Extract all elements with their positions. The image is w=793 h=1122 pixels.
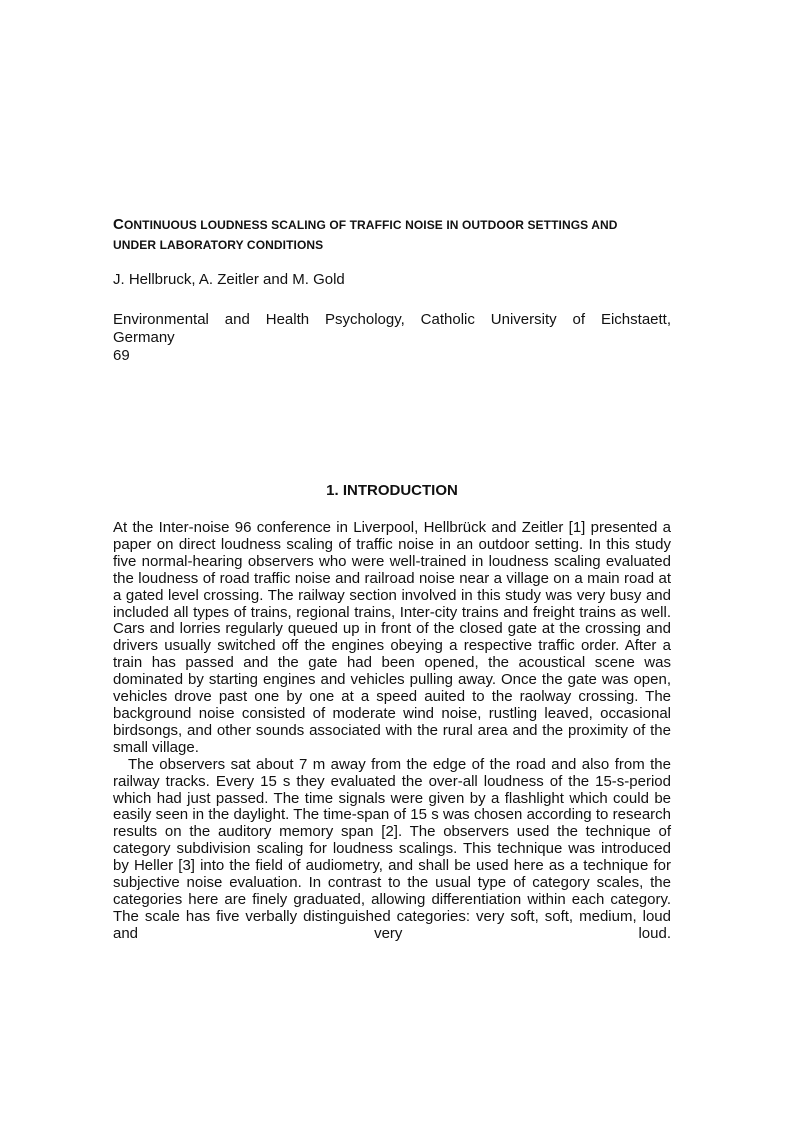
paper-title	[113, 215, 671, 255]
affiliation-line-2: Germany	[113, 329, 175, 346]
section-heading: 1. INTRODUCTION	[326, 482, 458, 499]
affiliation	[113, 311, 671, 365]
title-line-2: UNDER LABORATORY CONDITIONS	[113, 238, 324, 252]
affiliation-line-3: 69	[113, 347, 130, 364]
title-line-1-rest: ONTINUOUS LOUDNESS SCALING OF TRAFFIC NOISE IN OUTDOOR SETTINGS AND	[123, 218, 618, 232]
paragraph-1: At the Inter-noise 96 conference in Liverpool, Hellbrück and Zeitler [1] presented a paper on direct loudness scaling of traffic noise in an outdoor setting. In this study five normal-hearing observers who were well-trained in loudness scaling evaluated the loudness of road traffic noise and railroad noise near a village on a main road at a gated level crossing. The railway section involved in this study was very busy and included all types of trains, regional trains, Inter-city trains and freight trains as well. Cars and lorries regularly queued up in front of the closed gate at the crossing and drivers usually switched off the engines obeying a respective traffic order. After a train has passed and the gate had been opened, the acoustical scene was dominated by starting engines and vehicles pulling away. Once the gate was open, vehicles drove past one by one at a speed auited to the raolway crossing. The background noise consisted of moderate wind noise, rustling leaved, occasional birdsongs, and other sounds associated with the rural area and the proximity of the small village.	[113, 519, 671, 756]
body-text	[113, 520, 671, 943]
title-line-1	[113, 215, 671, 235]
paragraph-2: The observers sat about 7 m away from the edge of the road and also from the railway tracks. Every 15 s they evaluated the over-all loudness of the 15-s-period which had just passed. The time signals were given by a flashlight which could be easily seen in the daylight. The time-span of 15 s was chosen according to research results on the auditory memory span [2]. The observers used the technique of category subdivision scaling for loudness scalings. This technique was introduced by Heller [3] into the field of audiometry, and shall be used here as a technique for subjective noise evaluation. In contrast to the usual type of category scales, the categories here are finely graduated, allowing differentiation within each category. The scale has five verbally distinguished categories: very soft, soft, medium, loud and very loud.	[113, 755, 671, 942]
affiliation-line-1: Environmental and Health Psychology, Catholic University of Eichstaett,	[113, 311, 671, 328]
title-initial: C	[113, 216, 124, 233]
authors: J. Hellbruck, A. Zeitler and M. Gold	[113, 271, 345, 288]
